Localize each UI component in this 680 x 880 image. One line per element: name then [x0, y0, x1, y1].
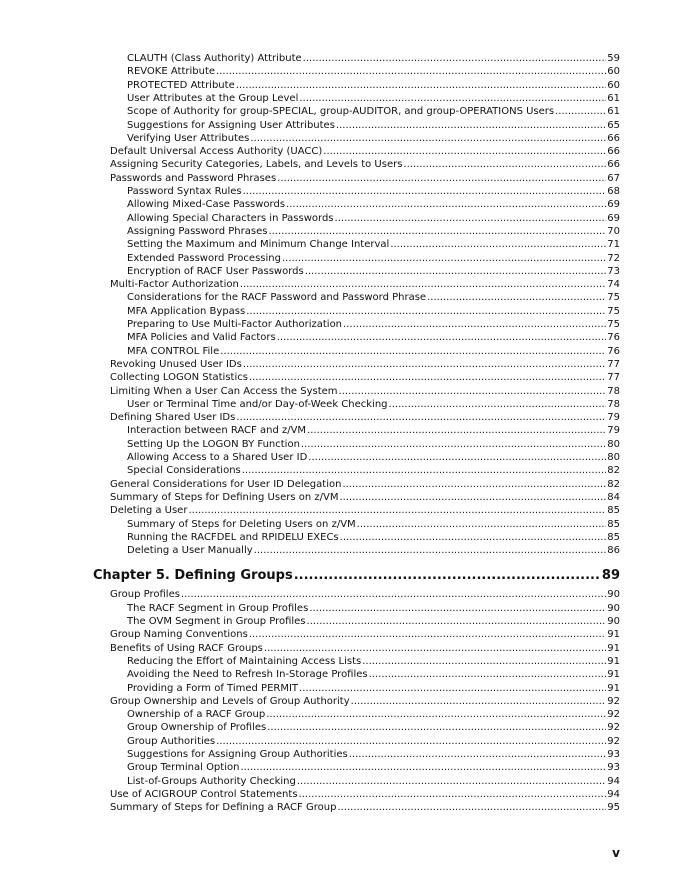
toc-entry-page: 93 [607, 762, 620, 774]
toc-entry-title: Scope of Authority for group-SPECIAL, group-AUDITOR, and group-OPERATIONS Users [127, 106, 555, 118]
toc-entry-page: 61 [607, 92, 620, 104]
dot-leader [282, 252, 606, 265]
toc-entry[interactable] [127, 105, 620, 118]
toc-entry-title: Considerations for the RACF Password and Password Phrase [127, 292, 427, 304]
dot-leader [181, 588, 606, 601]
toc-entry-page: 67 [607, 172, 620, 184]
toc-entry-title: Preparing to Use Multi-Factor Authorization [127, 319, 343, 330]
toc-entry-page: 65 [607, 119, 620, 131]
toc-entry[interactable] [127, 748, 620, 761]
dot-leader [250, 132, 606, 145]
toc-entry[interactable] [127, 119, 620, 132]
toc-entry[interactable] [127, 735, 620, 748]
dot-leader [267, 721, 606, 734]
toc-entry-page: 66 [607, 146, 620, 158]
toc-entry-title: Setting the Maximum and Minimum Change Interval [127, 239, 390, 251]
toc-entry-title: List-of-Groups Authority Checking [127, 775, 296, 787]
toc-entry[interactable] [127, 65, 620, 78]
dot-leader [337, 801, 606, 814]
toc-entry-title: Summary of Steps for Deleting Users on z/VM [127, 518, 356, 530]
dot-leader [297, 775, 606, 788]
toc-entry-page: 77 [607, 372, 620, 384]
toc-entry-title: Deleting a User Manually [127, 545, 253, 557]
toc-entry-page: 92 [607, 695, 620, 707]
toc-entry-page: 59 [607, 53, 620, 64]
toc-entry-page: 66 [607, 159, 620, 171]
toc-entry-title: Assigning Security Categories, Labels, and Levels to Users [110, 159, 403, 171]
dot-leader [307, 424, 606, 437]
dot-leader [305, 265, 607, 278]
toc-entry[interactable] [127, 668, 620, 681]
toc-entry[interactable] [127, 252, 620, 265]
toc-entry-title: Running the RACFDEL and RPIDELU EXECs [127, 531, 339, 543]
dot-leader [307, 615, 607, 628]
toc-entry-page: 80 [607, 452, 620, 463]
dot-leader [242, 464, 607, 477]
toc-entry-title: The RACF Segment in Group Profiles [127, 602, 309, 614]
toc-entry-page: 61 [607, 106, 620, 118]
toc-entry-title: User or Terminal Time and/or Day-of-Week Checking [127, 398, 388, 410]
dot-leader [216, 65, 606, 78]
dot-leader [427, 291, 606, 304]
toc-entry-page: 74 [607, 279, 620, 291]
toc-entry-title: Allowing Mixed-Case Passwords [127, 199, 286, 211]
toc-entry[interactable] [110, 385, 620, 398]
dot-leader [188, 504, 606, 517]
toc-entry-title: Special Considerations [127, 465, 241, 477]
toc-entry-page: 92 [607, 722, 620, 734]
toc-entry-page: 71 [607, 239, 620, 251]
toc-entry-page: 78 [607, 398, 620, 410]
toc-entry-page: 79 [607, 425, 620, 437]
toc-entry[interactable] [127, 438, 620, 451]
toc-entry-page: 79 [607, 412, 620, 424]
dot-leader [362, 655, 606, 668]
toc-entry[interactable] [110, 801, 620, 814]
toc-entry-page: 92 [607, 735, 620, 747]
dot-leader [340, 531, 607, 544]
toc-entry-title: Summary of Steps for Defining a RACF Group [110, 802, 337, 814]
toc-entry[interactable] [127, 345, 620, 358]
toc-entry-page: 60 [607, 66, 620, 78]
toc-entry-title: Providing a Form of Timed PERMIT [127, 682, 299, 694]
toc-entry-title: Deleting a User [110, 505, 188, 517]
dot-leader [335, 212, 607, 225]
toc-entry-page: 90 [607, 616, 620, 627]
dot-leader [264, 642, 606, 655]
dot-leader [246, 305, 606, 318]
toc-entry-title: Assigning Password Phrases [127, 225, 268, 237]
toc-entry-page: 94 [607, 788, 620, 800]
toc-entry[interactable] [127, 225, 620, 238]
toc-entry-page: 90 [607, 602, 620, 614]
dot-leader [343, 318, 606, 331]
toc-entry-page: 86 [607, 545, 620, 557]
toc-entry[interactable] [110, 628, 620, 641]
toc-entry[interactable] [110, 478, 620, 491]
dot-leader [403, 158, 606, 171]
toc-entry-title: MFA Application Bypass [127, 305, 246, 317]
dot-leader [299, 92, 606, 105]
toc-entry-page: 91 [607, 655, 620, 667]
dot-leader [266, 708, 606, 721]
dot-leader [351, 695, 607, 708]
dot-leader [303, 52, 607, 65]
toc-entry[interactable] [110, 371, 620, 384]
dot-leader [339, 491, 606, 504]
toc-entry-title: Revoking Unused User IDs [110, 358, 242, 370]
dot-leader [369, 668, 607, 681]
toc-entry-title: Chapter 5. Defining Groups [93, 568, 293, 584]
toc-entry-page: 82 [607, 478, 620, 490]
toc-entry-title: Allowing Special Characters in Passwords [127, 212, 334, 224]
toc-entry-title: Summary of Steps for Defining Users on z/VM [110, 491, 339, 503]
toc-entry-title: Allowing Access to a Shared User ID [127, 452, 308, 463]
toc-entry[interactable] [110, 158, 620, 171]
dot-leader [299, 682, 606, 695]
dot-leader [277, 172, 606, 185]
toc-entry-title: PROTECTED Attribute [127, 79, 235, 91]
toc-entry-title: Group Profiles [110, 589, 180, 601]
toc-entry-title: Extended Password Processing [127, 252, 281, 264]
toc-entry[interactable] [127, 531, 620, 544]
dot-leader [236, 411, 606, 424]
toc-entry-title: Suggestions for Assigning Group Authorities [127, 749, 348, 760]
dot-leader [216, 735, 606, 748]
toc-entry[interactable] [110, 788, 620, 801]
toc-entry-page: 75 [607, 305, 620, 317]
dot-leader [336, 119, 606, 132]
dot-leader [301, 438, 606, 451]
toc-entry[interactable] [110, 504, 620, 517]
toc-entry-page: 60 [607, 79, 620, 91]
toc-entry-page: 75 [607, 319, 620, 330]
toc-entry[interactable] [110, 278, 620, 291]
toc-entry-title: Group Ownership and Levels of Group Authority [110, 695, 350, 707]
toc-entry[interactable] [127, 92, 620, 105]
toc-entry-page: 84 [607, 491, 620, 503]
toc-entry-page: 89 [601, 568, 620, 584]
toc-entry-title: Multi-Factor Authorization [110, 279, 239, 291]
toc-chapter-entry[interactable] [93, 567, 620, 584]
toc-entry-title: CLAUTH (Class Authority) Attribute [127, 53, 302, 64]
dot-leader [243, 358, 606, 371]
toc-entry[interactable] [110, 642, 620, 655]
dot-leader [277, 331, 607, 344]
toc-entry-title: Interaction between RACF and z/VM [127, 425, 307, 437]
toc-entry[interactable] [127, 265, 620, 278]
toc-entry-page: 69 [607, 212, 620, 224]
toc-entry-title: Reducing the Effort of Maintaining Access Lists [127, 655, 362, 667]
dot-leader [309, 602, 606, 615]
dot-leader [240, 761, 606, 774]
toc-entry[interactable] [127, 721, 620, 734]
toc-entry[interactable] [110, 172, 620, 185]
toc-entry-title: Limiting When a User Can Access the System [110, 385, 338, 397]
toc-entry-title: Collecting LOGON Statistics [110, 372, 248, 384]
toc-entry-page: 92 [607, 709, 620, 721]
toc-entry-page: 90 [607, 589, 620, 601]
dot-leader [342, 478, 606, 491]
toc-entry-page: 69 [607, 199, 620, 211]
toc-entry-title: Group Authorities [127, 735, 216, 747]
toc-entry-title: Default Universal Access Authority (UACC) [110, 146, 323, 158]
toc-entry-page: 91 [607, 669, 620, 681]
toc-entry-title: Suggestions for Assigning User Attributes [127, 119, 335, 131]
toc-entry[interactable] [127, 185, 620, 198]
toc-entry[interactable] [127, 518, 620, 531]
dot-leader [220, 345, 606, 358]
dot-leader [339, 385, 607, 398]
toc-entry-title: Password Syntax Rules [127, 186, 242, 197]
dot-leader [308, 451, 606, 464]
toc-entry[interactable] [127, 775, 620, 788]
toc-entry-page: 76 [607, 332, 620, 344]
dot-leader [390, 238, 606, 251]
toc-entry[interactable] [127, 398, 620, 411]
toc-entry-title: Avoiding the Need to Refresh In-Storage Profiles [127, 669, 368, 681]
toc-entry-title: Group Naming Conventions [110, 629, 248, 641]
toc-entry-title: Use of ACIGROUP Control Statements [110, 788, 298, 800]
toc-entry-page: 93 [607, 749, 620, 760]
toc-entry-title: User Attributes at the Group Level [127, 92, 299, 104]
toc-entry[interactable] [127, 52, 620, 65]
dot-leader [555, 105, 606, 118]
toc-entry[interactable] [127, 602, 620, 615]
toc-entry[interactable] [127, 132, 620, 145]
page-number: v [612, 846, 620, 860]
toc-entry-page: 85 [607, 518, 620, 530]
toc-entry-page: 91 [607, 682, 620, 694]
toc-entry-title: Passwords and Password Phrases [110, 172, 277, 184]
dot-leader [349, 748, 607, 761]
toc-entry[interactable] [110, 358, 620, 371]
toc-entry-page: 72 [607, 252, 620, 264]
toc-entry-title: Group Terminal Option [127, 762, 240, 774]
toc-entry-title: MFA CONTROL File [127, 345, 220, 357]
dot-leader [389, 398, 607, 411]
toc-entry[interactable] [127, 761, 620, 774]
toc-entry[interactable] [110, 588, 620, 601]
toc-entry-page: 85 [607, 531, 620, 543]
toc-entry-page: 77 [607, 358, 620, 370]
toc-entry[interactable] [127, 708, 620, 721]
toc-entry-title: Group Ownership of Profiles [127, 722, 267, 734]
toc-entry-page: 75 [607, 292, 620, 304]
dot-leader [299, 788, 607, 801]
toc-entry-page: 91 [607, 642, 620, 654]
dot-leader [249, 628, 606, 641]
toc-entry[interactable] [127, 464, 620, 477]
toc-entry-page: 68 [607, 186, 620, 197]
toc-entry[interactable] [127, 451, 620, 464]
dot-leader [236, 79, 607, 92]
toc-entry-title: Setting Up the LOGON BY Function [127, 438, 300, 450]
toc-entry-page: 95 [607, 802, 620, 814]
dot-leader [240, 278, 606, 291]
toc-entry-title: Benefits of Using RACF Groups [110, 642, 263, 654]
toc-entry-title: Verifying User Attributes [127, 132, 250, 144]
dot-leader [268, 225, 606, 238]
toc-entry-page: 73 [607, 265, 620, 277]
toc-entry[interactable] [127, 615, 620, 628]
toc-entry[interactable] [127, 238, 620, 251]
toc-entry-page: 94 [607, 775, 620, 787]
toc-entry[interactable] [127, 682, 620, 695]
toc-entry[interactable] [127, 424, 620, 437]
toc-entry-title: REVOKE Attribute [127, 66, 216, 78]
toc-entry[interactable] [127, 544, 620, 557]
toc-entry-title: MFA Policies and Valid Factors [127, 332, 276, 344]
toc-entry[interactable] [127, 79, 620, 92]
toc-entry-title: Encryption of RACF User Passwords [127, 265, 304, 277]
dot-leader [286, 198, 606, 211]
toc-entry[interactable] [110, 145, 620, 158]
dot-leader [323, 145, 606, 158]
toc-entry-title: General Considerations for User ID Delegation [110, 478, 342, 490]
toc-entry[interactable] [110, 695, 620, 708]
toc-entry[interactable] [127, 318, 620, 331]
toc-entry[interactable] [127, 291, 620, 304]
toc-entry-title: Ownership of a RACF Group [127, 709, 266, 721]
toc-entry[interactable] [127, 655, 620, 668]
dot-leader [294, 567, 601, 584]
toc-entry-page: 66 [607, 132, 620, 144]
toc-entry-page: 78 [607, 385, 620, 397]
toc-entry[interactable] [127, 331, 620, 344]
dot-leader [254, 544, 607, 557]
toc-entry-title: Defining Shared User IDs [110, 412, 236, 424]
toc-entry-page: 80 [607, 438, 620, 450]
dot-leader [243, 185, 607, 198]
dot-leader [249, 371, 606, 384]
toc-entry-page: 91 [607, 629, 620, 641]
toc-entry[interactable] [127, 305, 620, 318]
toc-entry-title: The OVM Segment in Group Profiles [127, 616, 306, 627]
toc-entry[interactable] [110, 411, 620, 424]
toc-entry-page: 85 [607, 505, 620, 517]
dot-leader [357, 518, 607, 531]
toc-entry-page: 82 [607, 465, 620, 477]
toc-entry[interactable] [110, 491, 620, 504]
toc-entry[interactable] [127, 198, 620, 211]
toc-entry-page: 76 [607, 345, 620, 357]
toc-entry-page: 70 [607, 225, 620, 237]
toc-entry[interactable] [127, 212, 620, 225]
